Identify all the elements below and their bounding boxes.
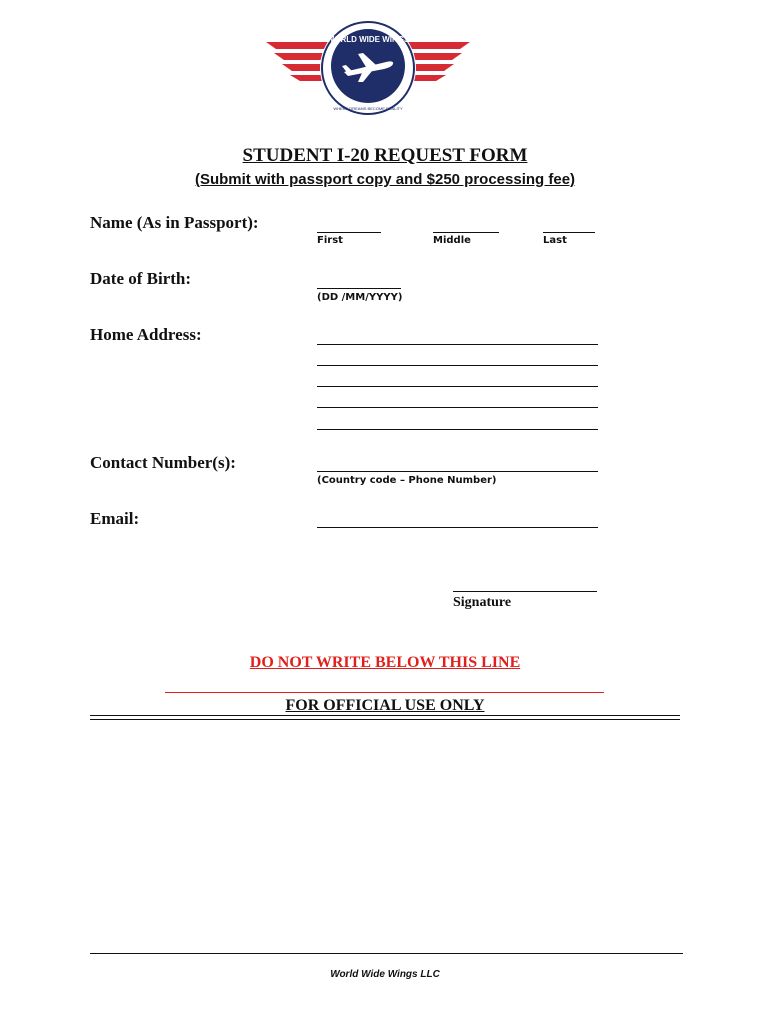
- address-line-3[interactable]: [317, 386, 598, 387]
- red-divider: [165, 692, 604, 693]
- name-label: Name (As in Passport):: [90, 213, 259, 232]
- contact-field[interactable]: [317, 471, 598, 472]
- last-name-field[interactable]: [543, 232, 595, 233]
- form-title: STUDENT I-20 REQUEST FORM: [242, 145, 528, 166]
- official-use-heading: FOR OFFICIAL USE ONLY: [285, 697, 485, 714]
- footer-divider: [90, 953, 683, 954]
- email-field[interactable]: [317, 527, 598, 528]
- address-line-2[interactable]: [317, 365, 598, 366]
- footer-company: World Wide Wings LLC: [330, 969, 440, 980]
- middle-name-hint: Middle: [433, 235, 471, 246]
- form-subtitle: (Submit with passport copy and $250 processing fee): [194, 171, 576, 188]
- signature-field[interactable]: [453, 591, 597, 592]
- address-label: Home Address:: [90, 325, 202, 344]
- dob-field[interactable]: [317, 288, 401, 289]
- contact-hint: (Country code – Phone Number): [317, 475, 497, 486]
- email-label: Email:: [90, 509, 140, 528]
- official-divider-bottom: [90, 719, 680, 720]
- logo-tagline: WHERE DREAMS BECOME REALITY: [333, 106, 403, 111]
- logo-ring-text: WORLD WIDE WINGS: [326, 35, 410, 44]
- dob-hint: (DD /MM/YYYY): [317, 292, 403, 303]
- first-name-hint: First: [317, 235, 343, 246]
- address-line-5[interactable]: [317, 429, 598, 430]
- address-line-4[interactable]: [317, 407, 598, 408]
- middle-name-field[interactable]: [433, 232, 499, 233]
- first-name-field[interactable]: [317, 232, 381, 233]
- contact-label: Contact Number(s):: [90, 453, 236, 472]
- official-divider-top: [90, 715, 680, 716]
- last-name-hint: Last: [543, 235, 567, 246]
- dob-label: Date of Birth:: [90, 269, 192, 288]
- address-line-1[interactable]: [317, 344, 598, 345]
- do-not-write-notice: DO NOT WRITE BELOW THIS LINE: [249, 654, 521, 671]
- company-logo: [262, 18, 474, 118]
- signature-label: Signature: [453, 595, 512, 610]
